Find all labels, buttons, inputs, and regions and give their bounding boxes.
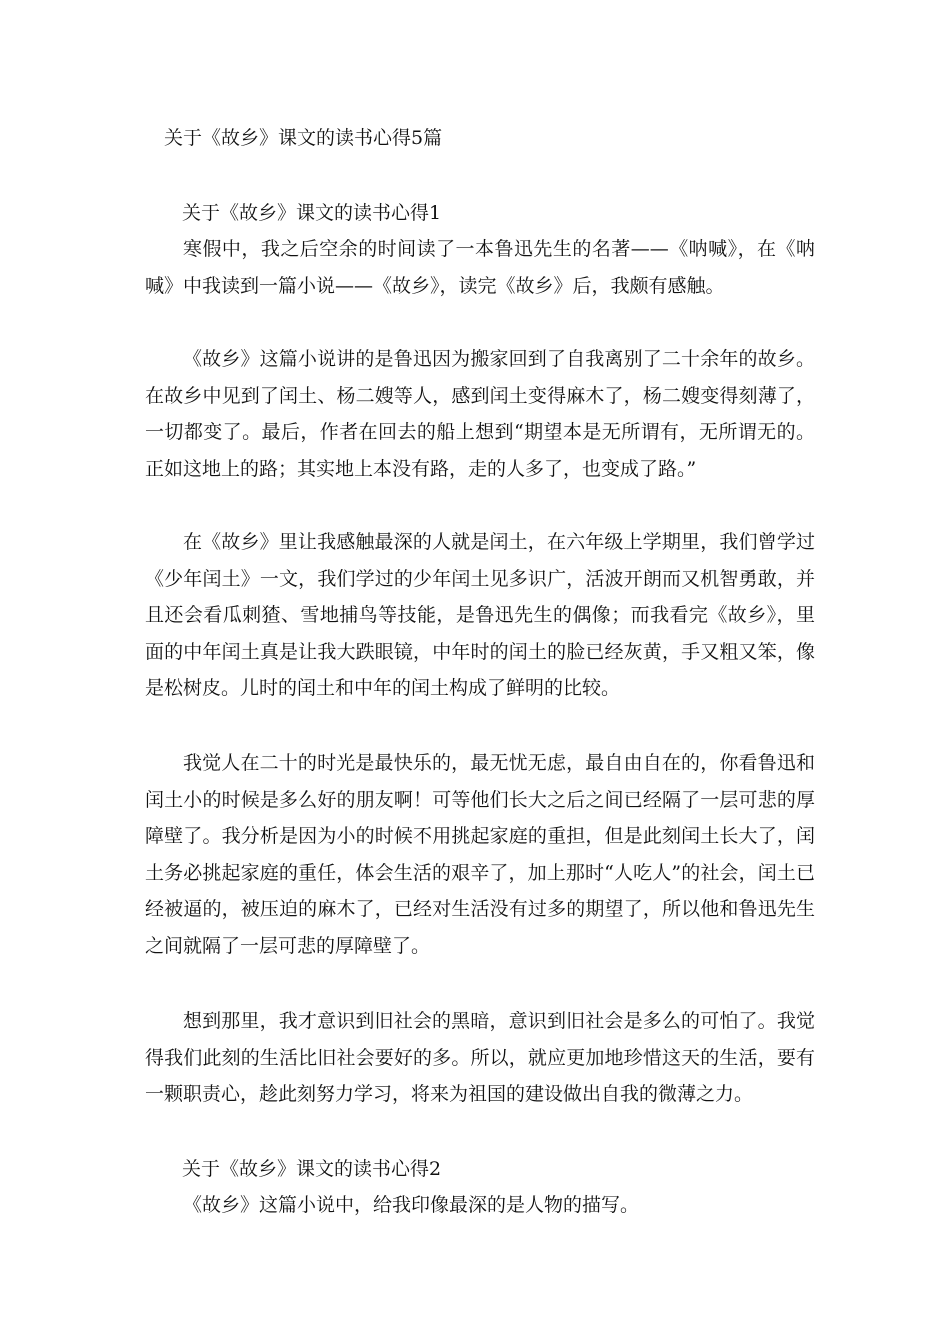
paragraph-1-3: 在《故乡》里让我感触最深的人就是闰土，在六年级上学期里，我们曾学过《少年闰土》一文，我们学过的少年闰土见多识广，活波开朗而又机智勇敢，并且还会看瓜刺猹、雪地捕鸟等技能，是鲁迅先生的偶像；而我看完《故乡》，里面的中年闰土真是让我大跌眼镜，中年时的闰土的脸已经灰黄，手又粗又笨，像是松树皮。儿时的闰土和中年的闰土构成了鲜明的比较。 <box>145 531 815 699</box>
section-heading-1: 关于《故乡》课文的读书心得1 <box>182 202 442 224</box>
document-title: 关于《故乡》课文的读书心得5篇 <box>164 127 443 149</box>
paragraph-1-2: 《故乡》这篇小说讲的是鲁迅因为搬家回到了自我离别了二十余年的故乡。在故乡中见到了闰土、杨二嫂等人，感到闰土变得麻木了，杨二嫂变得刻薄了，一切都变了。最后，作者在回去的船上想到“期望本是无所谓有，无所谓无的。正如这地上的路；其实地上本没有路，走的人多了，也变成了路。” <box>145 348 815 480</box>
paragraph-1-5: 想到那里，我才意识到旧社会的黑暗，意识到旧社会是多么的可怕了。我觉得我们此刻的生活比旧社会要好的多。所以，就应更加地珍惜这天的生活，要有一颗职责心，趁此刻努力学习，将来为祖国的建设做出自我的微薄之力。 <box>145 1010 815 1105</box>
paragraph-2-1: 《故乡》这篇小说中，给我印像最深的是人物的描写。 <box>183 1194 640 1216</box>
section-heading-2: 关于《故乡》课文的读书心得2 <box>182 1158 442 1180</box>
paragraph-1-1: 寒假中，我之后空余的时间读了一本鲁迅先生的名著——《呐喊》，在《呐喊》中我读到一篇小说——《故乡》，读完《故乡》后，我颇有感触。 <box>145 238 815 297</box>
paragraph-1-4: 我觉人在二十的时光是最快乐的，最无忧无虑，最自由自在的，你看鲁迅和闰土小的时候是多么好的朋友啊！可等他们长大之后之间已经隔了一层可悲的厚障壁了。我分析是因为小的时候不用挑起家庭的重担，但是此刻闰土长大了，闰土务必挑起家庭的重任，体会生活的艰辛了，加上那时“人吃人”的社会，闰土已经被逼的，被压迫的麻木了，已经对生活没有过多的期望了，所以他和鲁迅先生之间就隔了一层可悲的厚障壁了。 <box>145 752 815 957</box>
